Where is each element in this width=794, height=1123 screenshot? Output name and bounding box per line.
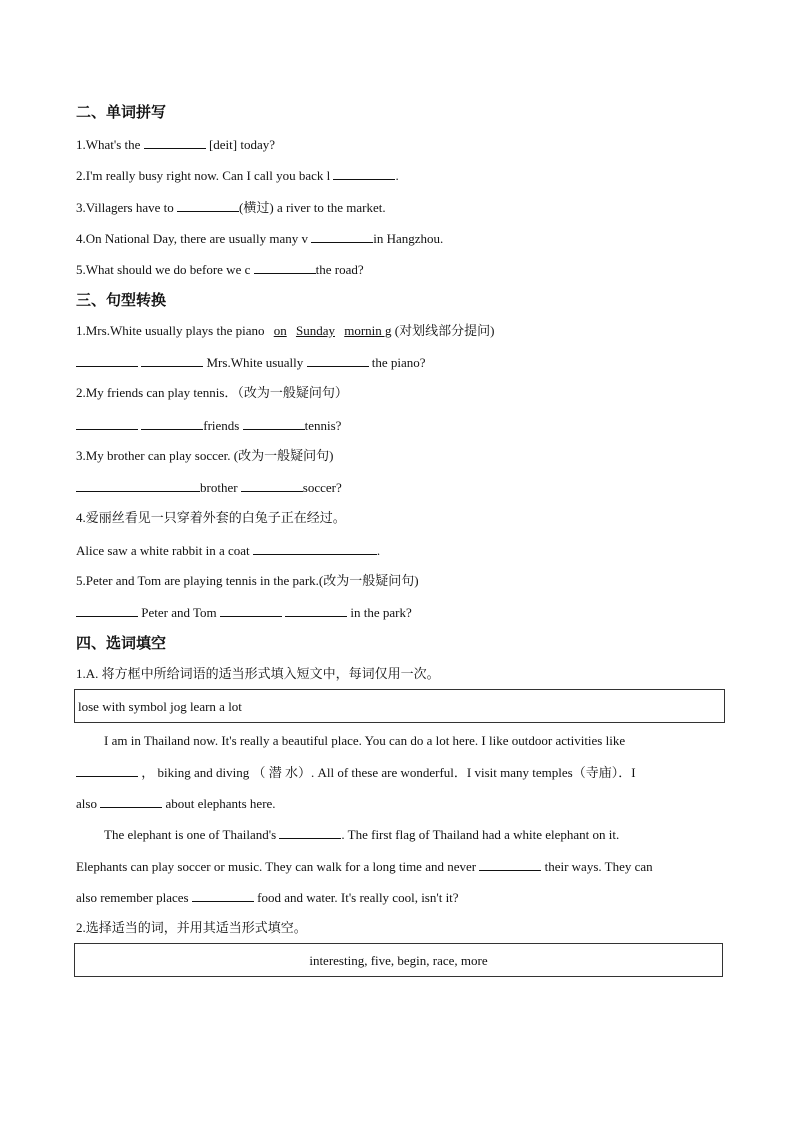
answer-text: tennis?	[304, 418, 342, 433]
passage-text: . The first flag of Thailand had a white elephant on it.	[341, 827, 620, 842]
underlined-word: mornin g	[344, 323, 392, 338]
passage-text: The elephant is one of Thailand's	[104, 827, 277, 842]
answer-blank[interactable]	[76, 354, 138, 367]
answer-blank[interactable]	[144, 136, 206, 149]
passage-text: food and water. It's really cool, isn't it?	[257, 890, 459, 905]
answer-line	[76, 479, 342, 496]
answer-text: soccer?	[302, 480, 342, 495]
answer-blank[interactable]	[141, 417, 203, 430]
word-bank-text: lose with symbol jog learn a lot	[78, 699, 242, 714]
answer-blank[interactable]	[192, 889, 254, 902]
answer-blank[interactable]	[76, 764, 138, 777]
question-line: 2.My friends can play tennis．（改为一般疑问句）	[76, 385, 348, 400]
answer-text: Alice saw a white rabbit in a coat	[76, 543, 250, 558]
section-heading-spelling: 二、单词拼写	[76, 103, 167, 121]
answer-blank[interactable]	[100, 795, 162, 808]
question-text: the road?	[315, 262, 364, 277]
question-line: 4.爱丽丝看见一只穿着外套的白兔子正在经过。	[76, 510, 346, 525]
passage-text: ， biking and diving （ 潜 水）. All of these are wonderful．I visit many temples（寺庙）．I	[141, 765, 636, 780]
question-text: [deit] today?	[208, 137, 275, 152]
answer-blank[interactable]	[220, 604, 282, 617]
answer-blank[interactable]	[76, 604, 138, 617]
question-line	[76, 230, 443, 247]
question-line: 3.My brother can play soccer. (改为一般疑问句)	[76, 448, 334, 463]
answer-line	[76, 542, 380, 559]
answer-text: friends	[203, 418, 240, 433]
passage-line	[76, 889, 459, 906]
word-bank-box	[74, 689, 725, 723]
passage-text: Elephants can play soccer or music. They can walk for a long time and never	[76, 859, 477, 874]
answer-blank[interactable]	[76, 479, 200, 492]
passage-line	[104, 826, 619, 843]
answer-blank[interactable]	[307, 354, 369, 367]
answer-blank[interactable]	[76, 417, 138, 430]
answer-blank[interactable]	[311, 230, 373, 243]
question-title: 2.选择适当的词，并用其适当形式填空。	[76, 920, 307, 935]
section-heading-sentence-transform: 三、句型转换	[76, 291, 167, 309]
answer-text: in the park?	[350, 605, 412, 620]
question-text: .	[395, 168, 399, 183]
question-text: 5.What should we do before we c	[76, 262, 251, 277]
answer-text: brother	[200, 480, 238, 495]
question-line: 5.Peter and Tom are playing tennis in the park.(改为一般疑问句)	[76, 573, 419, 588]
answer-text: Mrs.White usually	[206, 355, 304, 370]
question-text: (横过) a river to the market.	[239, 200, 386, 215]
question-line	[76, 136, 275, 153]
passage-line: I am in Thailand now. It's really a beautiful place. You can do a lot here. I like outdoor activities like	[104, 733, 626, 748]
answer-blank[interactable]	[243, 417, 305, 430]
question-text: 1.What's the	[76, 137, 141, 152]
answer-blank[interactable]	[279, 826, 341, 839]
answer-blank[interactable]	[254, 261, 316, 274]
word-bank-box	[74, 943, 723, 977]
underlined-word: Sunday	[295, 323, 335, 338]
answer-text: the piano?	[371, 355, 426, 370]
question-text: 4.On National Day, there are usually many v	[76, 231, 309, 246]
answer-blank[interactable]	[333, 167, 395, 180]
question-line	[76, 167, 399, 184]
answer-blank[interactable]	[253, 542, 377, 555]
passage-line	[76, 764, 636, 781]
question-text: 1.Mrs.White usually plays the piano	[76, 323, 265, 338]
answer-line	[76, 417, 341, 434]
answer-blank[interactable]	[479, 858, 541, 871]
question-title: 1.A. 将方框中所给词语的适当形式填入短文中，每词仅用一次。	[76, 666, 440, 681]
answer-text: Peter and Tom	[141, 605, 217, 620]
answer-line	[76, 354, 426, 371]
answer-text: .	[376, 543, 381, 558]
passage-line	[76, 795, 276, 812]
passage-text: also remember places	[76, 890, 189, 905]
question-text: in Hangzhou.	[373, 231, 444, 246]
answer-blank[interactable]	[141, 354, 203, 367]
word-bank-text: interesting, five, begin, race, more	[309, 953, 488, 968]
passage-text: about elephants here.	[165, 796, 276, 811]
question-line	[76, 323, 494, 339]
answer-blank[interactable]	[177, 199, 239, 212]
question-text: 3.Villagers have to	[76, 200, 174, 215]
question-text: 2.I'm really busy right now. Can I call you back l	[76, 168, 331, 183]
section-heading-word-fill: 四、选词填空	[76, 634, 167, 652]
instruction-text: (对划线部分提问)	[394, 323, 495, 338]
answer-line	[76, 604, 412, 621]
answer-blank[interactable]	[241, 479, 303, 492]
passage-line	[76, 858, 653, 875]
question-line	[76, 199, 386, 216]
passage-text: also	[76, 796, 97, 811]
question-line	[76, 261, 364, 278]
underlined-word: on	[273, 323, 287, 338]
passage-text: their ways. They can	[544, 859, 653, 874]
answer-blank[interactable]	[285, 604, 347, 617]
